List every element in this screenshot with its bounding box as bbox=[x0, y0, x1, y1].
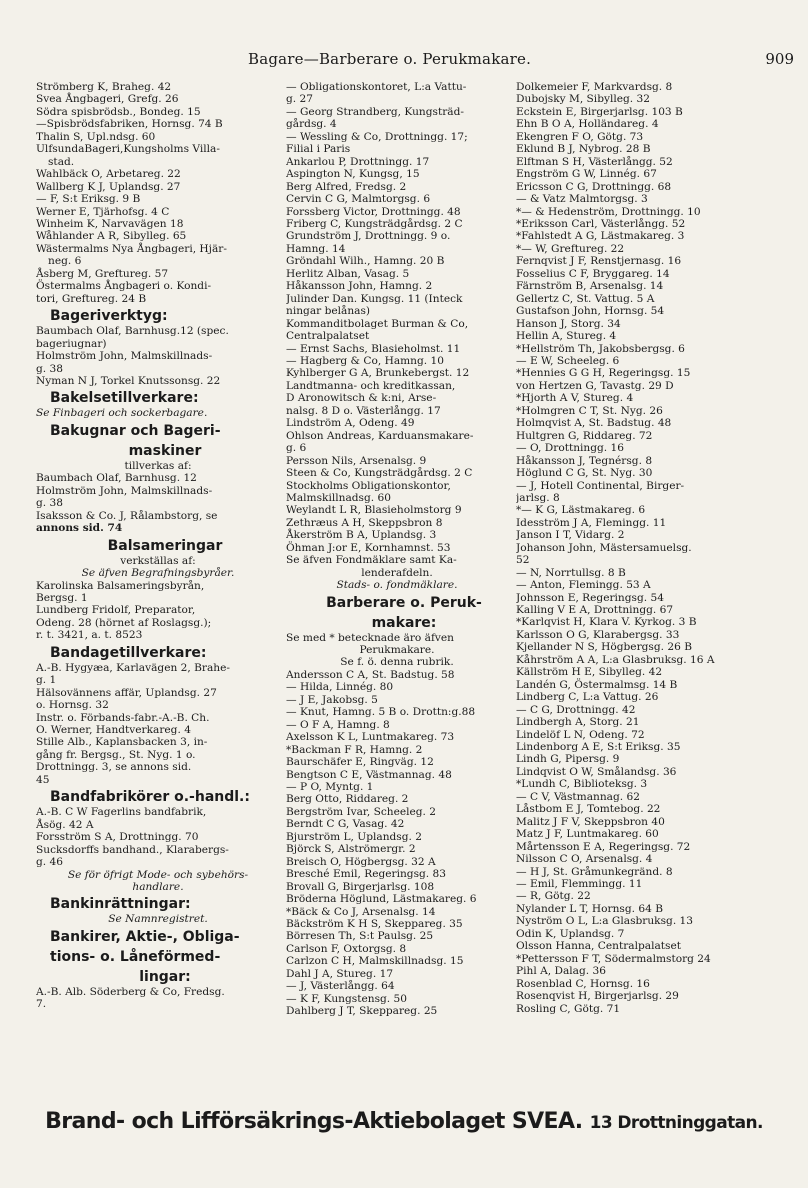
directory-line: Färnström B, Arsenalsg. 14 bbox=[516, 280, 664, 293]
directory-line: Börresen Th, S:t Paulsg. 25 bbox=[286, 930, 434, 943]
directory-line: Kommanditbolaget Burman & Co, bbox=[286, 317, 469, 330]
directory-line: Bjurström L, Uplandsg. 2 bbox=[286, 830, 422, 843]
directory-line: Baumbach Olaf, Barnhusg.12 (spec. bbox=[36, 325, 229, 338]
directory-line: A.-B. Hygyæa, Karlavägen 2, Brahe- bbox=[36, 661, 230, 674]
directory-line: Zethræus A H, Skeppsbron 8 bbox=[286, 516, 443, 529]
directory-line: tori, Greftureg. 24 B bbox=[36, 292, 147, 305]
directory-line: Malmskillnadsg. 60 bbox=[286, 491, 391, 504]
section-heading: makare: bbox=[371, 614, 437, 631]
directory-line: Herlitz Alban, Vasag. 5 bbox=[286, 267, 410, 280]
directory-line: Källström H E, Sibylleg. 42 bbox=[516, 666, 663, 679]
directory-line: Wahlbäck O, Arbetareg. 22 bbox=[36, 168, 181, 181]
directory-line: Stille Alb., Kaplansbacken 3, in- bbox=[36, 736, 208, 749]
directory-line: Öhman J:or E, Kornhamnst. 53 bbox=[286, 541, 451, 554]
directory-line: Se Finbageri och sockerbagare. bbox=[36, 407, 208, 420]
directory-line: neg. 6 bbox=[48, 255, 82, 268]
directory-line: Östermalms Ångbageri o. Kondi- bbox=[36, 280, 212, 293]
directory-line: g. 38 bbox=[36, 497, 63, 510]
directory-line: Johnsson E, Regeringsg. 54 bbox=[516, 591, 664, 604]
directory-line: stad. bbox=[48, 155, 75, 168]
section-heading: Balsameringar bbox=[107, 537, 223, 554]
directory-line: Instr. o. Förbands-fabr.-A.-B. Ch. bbox=[36, 711, 210, 724]
directory-line: *— W, Greftureg. 22 bbox=[516, 242, 625, 255]
directory-line: Odin K, Uplandsg. 7 bbox=[516, 927, 625, 940]
section-heading: Bandagetillverkare: bbox=[50, 644, 207, 661]
directory-line: Rosenqvist H, Birgerjarlsg. 29 bbox=[516, 990, 679, 1003]
directory-line: Drottningg. 3, se annons sid. bbox=[36, 761, 192, 774]
directory-line: Mårtensson E A, Regeringsg. 72 bbox=[516, 840, 691, 853]
directory-line: Lindenborg A E, S:t Eriksg. 35 bbox=[516, 741, 681, 754]
directory-line: Gröndahl Wilh., Hamng. 20 B bbox=[286, 255, 445, 268]
directory-line: Se för öfrigt Mode- och sybehörs- bbox=[67, 868, 249, 881]
directory-line: Dubojsky M, Sibylleg. 32 bbox=[516, 93, 651, 106]
directory-line: Eklund B J, Nybrog. 28 B bbox=[516, 143, 651, 156]
directory-line: Lindström A, Odeng. 49 bbox=[286, 417, 415, 430]
section-heading: Bankinrättningar: bbox=[50, 896, 191, 913]
directory-line: Pihl A, Dalag. 36 bbox=[516, 965, 606, 978]
directory-line: Janson I T, Vidarg. 2 bbox=[516, 529, 625, 542]
directory-line: Se äfven Fondmäklare samt Ka- bbox=[286, 554, 457, 567]
directory-line: — Hilda, Linnég. 80 bbox=[286, 681, 394, 694]
section-heading: maskiner bbox=[128, 442, 202, 459]
section-heading: Bageriverktyg: bbox=[50, 308, 168, 325]
directory-line: *Bäck & Co J, Arsenalsg. 14 bbox=[286, 905, 436, 918]
directory-line: — E W, Scheeleg. 6 bbox=[516, 354, 620, 367]
directory-line: Fosselius C F, Bryggareg. 14 bbox=[516, 267, 670, 280]
directory-line: *Eriksson Carl, Västerlångg. 52 bbox=[516, 217, 686, 230]
directory-line: — Knut, Hamng. 5 B o. Drottn:g.88 bbox=[286, 706, 476, 719]
directory-line: Höglund C G, St. Nyg. 30 bbox=[516, 467, 653, 480]
directory-line: Hälsovännens affär, Uplandsg. 27 bbox=[36, 686, 217, 699]
directory-line: — O, Drottningg. 16 bbox=[516, 442, 625, 455]
directory-line: Matz J F, Luntmakareg. 60 bbox=[516, 828, 659, 841]
directory-line: tillverkas af: bbox=[124, 459, 192, 472]
directory-line: g. 1 bbox=[36, 674, 57, 687]
directory-line: Berndt C G, Vasag. 42 bbox=[286, 818, 405, 831]
directory-line: g. 38 bbox=[36, 362, 63, 375]
directory-line: nalsg. 8 D o. Västerlångg. 17 bbox=[286, 404, 441, 417]
directory-line: Se äfven Begrafningsbyråer. bbox=[81, 567, 235, 580]
section-heading: Bankirer, Aktie-, Obliga- bbox=[50, 928, 240, 945]
directory-line: Rosenblad C, Hornsg. 16 bbox=[516, 977, 650, 990]
directory-line: handlare. bbox=[132, 881, 184, 894]
directory-line: Winheim K, Narvavägen 18 bbox=[36, 217, 184, 230]
directory-line: Ericsson C G, Drottningg. 68 bbox=[516, 180, 672, 193]
directory-line: 52 bbox=[516, 554, 530, 567]
directory-line: Wästermalms Nya Ångbageri, Hjär- bbox=[36, 242, 227, 255]
page-number: 909 bbox=[765, 50, 794, 68]
directory-line: Kalling V E A, Drottningg. 67 bbox=[516, 604, 674, 617]
directory-line: Se med * betecknade äro äfven bbox=[286, 631, 454, 644]
directory-line: Idesström J A, Flemingg. 11 bbox=[516, 516, 667, 529]
directory-line: Friberg C, Kungsträdgårdsg. 2 C bbox=[286, 217, 463, 230]
column-right bbox=[516, 81, 790, 1015]
directory-line: UlfsundaBageri,Kungsholms Villa- bbox=[36, 143, 220, 156]
directory-line: Baumbach Olaf, Barnhusg. 12 bbox=[36, 472, 197, 485]
directory-line: Weylandt L R, Blasieholmstorg 9 bbox=[286, 504, 462, 517]
directory-line: — O F A, Hamng. 8 bbox=[286, 718, 390, 731]
directory-line: — J, Hotell Continental, Birger- bbox=[516, 479, 685, 492]
directory-line: 7. bbox=[36, 998, 47, 1011]
directory-line: Breisch O, Högbergsg. 32 A bbox=[286, 855, 436, 868]
directory-line: Fernqvist J F, Renstjernasg. 16 bbox=[516, 255, 682, 268]
directory-line: Bäckström K H S, Skeppareg. 35 bbox=[286, 918, 463, 930]
directory-line: Wåhlander A R, Sibylleg. 65 bbox=[36, 230, 187, 243]
directory-line: o. Hornsg. 32 bbox=[36, 699, 109, 712]
directory-line: Holmström John, Malmskillnads- bbox=[36, 350, 213, 363]
directory-line: — & Vatz Malmtorgsg. 3 bbox=[516, 193, 648, 206]
directory-line: Bröderna Höglund, Lästmakareg. 6 bbox=[286, 893, 477, 906]
directory-line: Ehn B O A, Holländareg. 4 bbox=[516, 118, 659, 131]
directory-line: Nilsson C O, Arsenalsg. 4 bbox=[516, 853, 653, 866]
directory-line: — P O, Myntg. 1 bbox=[286, 781, 374, 794]
directory-line: *Lundh C, Biblioteksg. 3 bbox=[516, 778, 648, 791]
directory-line: O. Werner, Handtverkareg. 4 bbox=[36, 724, 191, 737]
directory-line: — Emil, Flemmingg. 11 bbox=[516, 878, 643, 890]
directory-line: — H J, St. Gråmunkegränd. 8 bbox=[516, 865, 673, 878]
directory-line: 45 bbox=[36, 773, 50, 786]
directory-line: *Hellström Th, Jakobsbergsg. 6 bbox=[516, 342, 685, 355]
directory-line: Dolkemeier F, Markvardsg. 8 bbox=[516, 81, 673, 93]
directory-line: Se f. ö. denna rubrik. bbox=[340, 656, 454, 669]
directory-line: Nyman N J, Torkel Knutssonsg. 22 bbox=[36, 374, 221, 387]
directory-line: Baurschäfer E, Ringväg. 12 bbox=[286, 756, 434, 769]
directory-line: *Karlqvist H, Klara V. Kyrkog. 3 B bbox=[516, 616, 697, 629]
directory-line: Kjellander N S, Högbergsg. 26 B bbox=[516, 641, 692, 654]
directory-line: Björck S, Alströmergr. 2 bbox=[286, 843, 416, 856]
directory-line: D Aronowitsch & k:ni, Arse- bbox=[286, 392, 437, 405]
directory-line: Berg Alfred, Fredsg. 2 bbox=[286, 180, 407, 193]
directory-line: *Pettersson F T, Södermalmstorg 24 bbox=[516, 952, 711, 965]
directory-line: — F, S:t Eriksg. 9 B bbox=[36, 193, 141, 206]
directory-line: ningar belånas) bbox=[286, 305, 371, 318]
directory-line: Brovall G, Birgerjarlsg. 108 bbox=[286, 880, 435, 893]
directory-line: — N, Norrtullsg. 8 B bbox=[516, 566, 626, 579]
directory-line: Håkansson J, Tegnérsg. 8 bbox=[516, 454, 653, 467]
directory-line: A.-B. Alb. Söderberg & Co, Fredsg. bbox=[36, 985, 225, 998]
directory-line: Filial i Paris bbox=[286, 143, 351, 156]
directory-line: Lindqvist O W, Smålandsg. 36 bbox=[516, 765, 677, 778]
directory-line: Dahl J A, Stureg. 17 bbox=[286, 967, 394, 980]
directory-line: Lundberg Fridolf, Preparator, bbox=[36, 604, 196, 617]
directory-line: *— & Hedenström, Drottningg. 10 bbox=[516, 205, 701, 218]
directory-line: verkställas af: bbox=[120, 554, 196, 567]
directory-line: Lindelöf L N, Odeng. 72 bbox=[516, 728, 645, 741]
directory-line: von Hertzen G, Tavastg. 29 D bbox=[516, 379, 674, 392]
directory-line: *Holmgren C T, St. Nyg. 26 bbox=[516, 404, 663, 417]
directory-line: Låstbom E J, Tomtebog. 22 bbox=[516, 803, 661, 816]
section-heading: Barberare o. Peruk- bbox=[326, 594, 482, 611]
directory-line: Forssberg Victor, Drottningg. 48 bbox=[286, 205, 461, 218]
directory-line: Berg Otto, Riddareg. 2 bbox=[286, 793, 409, 806]
directory-line: Strömberg K, Braheg. 42 bbox=[36, 81, 172, 93]
directory-line: Thalin S, Upl.ndsg. 60 bbox=[36, 130, 156, 143]
directory-line: Landtmanna- och kreditkassan, bbox=[286, 379, 456, 392]
directory-line: Wallberg K J, Uplandsg. 27 bbox=[36, 180, 181, 193]
page-header bbox=[0, 50, 808, 74]
directory-line: Bresché Emil, Regeringsg. 83 bbox=[286, 868, 447, 881]
directory-line: bageriugnar) bbox=[36, 337, 107, 350]
directory-line: g. 6 bbox=[286, 442, 307, 455]
directory-line: Malitz J F V, Skeppsbron 40 bbox=[516, 815, 665, 828]
directory-line: Andersson C A, St. Badstug. 58 bbox=[286, 668, 455, 681]
column-middle bbox=[286, 81, 508, 1018]
directory-line: g. 27 bbox=[286, 93, 313, 106]
directory-line: g. 46 bbox=[36, 856, 63, 869]
section-heading: tions- o. Låneförmed- bbox=[50, 948, 221, 965]
directory-line: Gustafson John, Hornsg. 54 bbox=[516, 305, 665, 318]
directory-line: Gellertz C, St. Vattug. 5 A bbox=[516, 292, 655, 305]
directory-line: — Wessling & Co, Drottningg. 17; bbox=[286, 130, 468, 143]
directory-line: Stockholms Obligationskontor, bbox=[286, 479, 451, 492]
directory-line: Se Namnregistret. bbox=[108, 913, 208, 926]
directory-line: Bergsg. 1 bbox=[36, 591, 88, 604]
directory-line: — J E, Jakobsg. 5 bbox=[286, 693, 378, 706]
section-heading: Bakugnar och Bageri- bbox=[50, 422, 221, 439]
directory-line: — J, Västerlångg. 64 bbox=[286, 980, 395, 993]
directory-line: Kyhlberger G A, Brunkebergst. 12 bbox=[286, 367, 470, 380]
directory-line: Holmström John, Malmskillnads- bbox=[36, 484, 213, 497]
directory-line: Ohlson Andreas, Karduansmakare- bbox=[286, 429, 474, 442]
directory-line: Holmqvist A, St. Badstug. 48 bbox=[516, 417, 672, 430]
page-title: Bagare—Barberare o. Perukmakare. bbox=[248, 50, 532, 68]
directory-line: A.-B. C W Fagerlins bandfabrik, bbox=[36, 806, 207, 819]
directory-line: Åsög. 42 A bbox=[36, 818, 94, 831]
directory-line: Håkansson John, Hamng. 2 bbox=[286, 280, 433, 293]
directory-line: Åsberg M, Greftureg. 57 bbox=[36, 267, 169, 280]
directory-line: lenderafdeln. bbox=[361, 566, 433, 579]
directory-line: Johanson John, Mästersamuelsg. bbox=[516, 541, 692, 554]
directory-line: Landén G, Östermalmsg. 14 B bbox=[516, 678, 678, 691]
directory-line: gårdsg. 4 bbox=[286, 118, 337, 131]
directory-line: Elftman S H, Västerlångg. 52 bbox=[516, 155, 673, 168]
directory-line: *Backman F R, Hamng. 2 bbox=[286, 743, 423, 756]
directory-line: Carlzon C H, Malmskillnadsg. 15 bbox=[286, 955, 464, 968]
directory-line: Åkerström B A, Uplandsg. 3 bbox=[286, 529, 437, 542]
directory-line: Lindberg C, L:a Vattug. 26 bbox=[516, 691, 659, 704]
directory-line: Kåhrström A A, L:a Glasbruksg. 16 A bbox=[516, 653, 715, 666]
directory-line: *Hjorth A V, Stureg. 4 bbox=[516, 392, 634, 405]
directory-line: Carlson F, Oxtorgsg. 8 bbox=[286, 942, 407, 955]
section-heading: Bakelsetillverkare: bbox=[50, 390, 199, 407]
directory-line: Stads- o. fondmäklare. bbox=[336, 579, 458, 592]
directory-line: Rosling C, Götg. 71 bbox=[516, 1002, 621, 1015]
directory-line: Ankarlou P, Drottningg. 17 bbox=[286, 155, 430, 168]
directory-line: Nyström O L, L:a Glasbruksg. 13 bbox=[516, 915, 694, 928]
directory-line: — Obligationskontoret, L:a Vattu- bbox=[286, 81, 467, 93]
directory-line: Persson Nils, Arsenalsg. 9 bbox=[286, 454, 427, 467]
directory-line: Hellin A, Stureg. 4 bbox=[516, 330, 617, 343]
directory-line: Cervin C G, Malmtorgsg. 6 bbox=[286, 193, 431, 206]
directory-line: *Fahlstedt A G, Lästmakareg. 3 bbox=[516, 230, 685, 243]
directory-line: gång fr. Bergsg., St. Nyg. 1 o. bbox=[36, 748, 196, 761]
directory-line: Sucksdorffs bandhand., Klarabergs- bbox=[36, 843, 229, 856]
directory-line: annons sid. 74 bbox=[36, 522, 123, 535]
directory-line: Bengtson C E, Västmannag. 48 bbox=[286, 768, 452, 781]
directory-line: Engström G W, Linnég. 67 bbox=[516, 168, 657, 181]
directory-line: Lindh G, Pipersg. 9 bbox=[516, 753, 620, 766]
directory-line: Karolinska Balsameringsbyrån, bbox=[36, 579, 205, 592]
directory-line: Ekengren F O, Götg. 73 bbox=[516, 130, 644, 143]
directory-line: — Georg Strandberg, Kungsträd- bbox=[286, 105, 464, 118]
column-left bbox=[36, 81, 280, 1011]
directory-line: Grundström J, Drottningg. 9 o. bbox=[286, 230, 451, 243]
directory-line: Hamng. 14 bbox=[286, 242, 346, 255]
directory-line: jarlsg. 8 bbox=[516, 491, 560, 504]
directory-line: — Ernst Sachs, Blasieholmst. 11 bbox=[286, 342, 461, 355]
directory-line: *Hennies G G H, Regeringsg. 15 bbox=[516, 367, 691, 380]
directory-line: — R, Götg. 22 bbox=[516, 890, 591, 903]
directory-line: Odeng. 28 (hörnet af Roslagsg.); bbox=[36, 616, 212, 629]
directory-line: Perukmakare. bbox=[359, 644, 435, 657]
directory-line: Centralpalatset bbox=[286, 330, 370, 343]
directory-line: —Spisbrödsfabriken, Hornsg. 74 B bbox=[36, 118, 223, 131]
directory-line: Nylander L T, Hornsg. 64 B bbox=[516, 902, 663, 915]
directory-line: Steen & Co, Kungsträdgårdsg. 2 C bbox=[286, 467, 473, 480]
directory-line: Isaksson & Co. J, Rålambstorg, se bbox=[36, 509, 218, 522]
directory-line: Eckstein E, Birgerjarlsg. 103 B bbox=[516, 105, 683, 118]
directory-line: Karlsson O G, Klarabergsg. 33 bbox=[516, 628, 680, 641]
directory-line: Werner E, Tjärhofsg. 4 C bbox=[36, 205, 170, 218]
directory-line: — C G, Drottningg. 42 bbox=[516, 703, 636, 716]
directory-line: Hultgren G, Riddareg. 72 bbox=[516, 429, 653, 442]
directory-line: Axelsson K L, Luntmakareg. 73 bbox=[286, 731, 455, 744]
directory-line: r. t. 3421, a. t. 8523 bbox=[36, 629, 143, 642]
directory-line: — Hagberg & Co, Hamng. 10 bbox=[286, 354, 444, 367]
advertisement-address: 13 Drottninggatan. bbox=[589, 1113, 763, 1133]
directory-line: *— K G, Lästmakareg. 6 bbox=[516, 504, 646, 517]
directory-line: Bergström Ivar, Scheeleg. 2 bbox=[286, 805, 437, 818]
section-heading: Bandfabrikörer o.-handl.: bbox=[50, 789, 250, 806]
directory-line: — C V, Västmannag. 62 bbox=[516, 790, 640, 803]
directory-line: Dahlberg J T, Skeppareg. 25 bbox=[286, 1005, 438, 1018]
directory-line: Lindbergh A, Storg. 21 bbox=[516, 716, 640, 729]
directory-line: Julinder Dan. Kungsg. 11 (Inteck bbox=[286, 292, 463, 305]
directory-line: Hanson J, Storg. 34 bbox=[516, 317, 621, 330]
directory-line: Svea Ångbageri, Grefg. 26 bbox=[36, 93, 179, 106]
advertisement-footer bbox=[0, 1109, 808, 1134]
section-heading: lingar: bbox=[139, 968, 191, 985]
directory-line: — Anton, Flemingg. 53 A bbox=[516, 579, 651, 592]
directory-line: Forsström S A, Drottningg. 70 bbox=[36, 831, 199, 844]
directory-line: Aspington N, Kungsg, 15 bbox=[286, 168, 420, 181]
directory-line: Södra spisbrödsb., Bondeg. 15 bbox=[36, 105, 201, 118]
directory-line: Olsson Hanna, Centralpalatset bbox=[516, 940, 682, 953]
advertisement-text: Brand- och Lifförsäkrings-Aktiebolaget SVEA. bbox=[45, 1109, 583, 1134]
directory-line: — K F, Kungstensg. 50 bbox=[286, 992, 408, 1005]
